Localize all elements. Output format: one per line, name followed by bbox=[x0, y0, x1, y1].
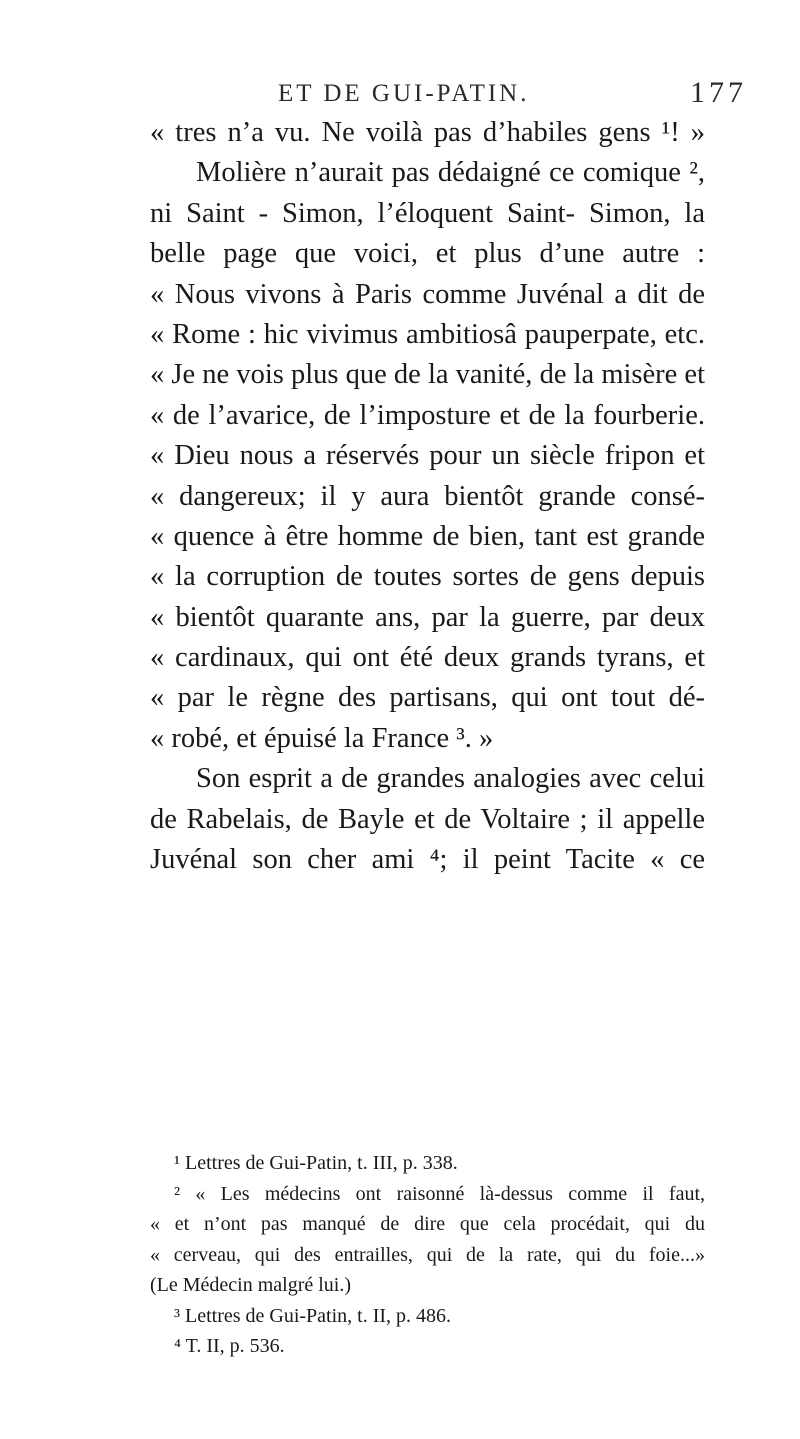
body-line: « cardinaux, qui ont été deux grands tyrans, et bbox=[150, 642, 705, 674]
page-number: 177 bbox=[690, 76, 747, 109]
footnote-line: ¹ Lettres de Gui-Patin, t. III, p. 338. bbox=[174, 1152, 458, 1174]
body-line: « par le règne des partisans, qui ont tout dé- bbox=[150, 682, 705, 714]
body-line: « dangereux; il y aura bientôt grande consé- bbox=[150, 480, 705, 512]
body-line: belle page que voici, et plus d’une autre : bbox=[150, 238, 705, 270]
body-line: « la corruption de toutes sortes de gens depuis bbox=[150, 561, 705, 593]
body-line: « Dieu nous a réservés pour un siècle fripon et bbox=[150, 440, 705, 472]
body-line: « Nous vivons à Paris comme Juvénal a dit de bbox=[150, 278, 705, 310]
running-title: ET DE GUI-PATIN. bbox=[278, 80, 530, 107]
body-line: « de l’avarice, de l’imposture et de la fourberie. bbox=[150, 399, 705, 431]
body-line: ni Saint - Simon, l’éloquent Saint- Simon, la bbox=[150, 197, 705, 229]
body-text bbox=[150, 113, 705, 880]
footnote-line: (Le Médecin malgré lui.) bbox=[150, 1274, 352, 1296]
running-header bbox=[0, 76, 800, 110]
body-line: Juvénal son cher ami ⁴; il peint Tacite « ce bbox=[150, 844, 705, 876]
body-line: « Rome : hic vivimus ambitiosâ pauperpate, etc. bbox=[150, 318, 705, 350]
body-line: « bientôt quarante ans, par la guerre, par deux bbox=[150, 601, 705, 633]
footnote-line: ² « Les médecins ont raisonné là-dessus comme il faut, bbox=[174, 1182, 705, 1205]
footnote-line: « cerveau, qui des entrailles, qui de la rate, qui du foie...» bbox=[150, 1243, 705, 1266]
body-line: Son esprit a de grandes analogies avec celui bbox=[196, 763, 705, 795]
footnote-line: ³ Lettres de Gui-Patin, t. II, p. 486. bbox=[174, 1304, 452, 1327]
footnote-line: ⁴ T. II, p. 536. bbox=[174, 1335, 285, 1357]
body-line: « quence à être homme de bien, tant est grande bbox=[150, 520, 705, 552]
footnotes bbox=[150, 1148, 705, 1362]
body-line: « robé, et épuisé la France ³. » bbox=[150, 722, 494, 754]
footnote-line: « et n’ont pas manqué de dire que cela procédait, qui du bbox=[150, 1213, 705, 1235]
body-line: Molière n’aurait pas dédaigné ce comique ², bbox=[196, 157, 705, 189]
body-line: « tres n’a vu. Ne voilà pas d’habiles gens ¹! » bbox=[150, 117, 705, 148]
body-line: « Je ne vois plus que de la vanité, de la misère et bbox=[150, 359, 705, 391]
body-line: de Rabelais, de Bayle et de Voltaire ; il appelle bbox=[150, 803, 705, 835]
